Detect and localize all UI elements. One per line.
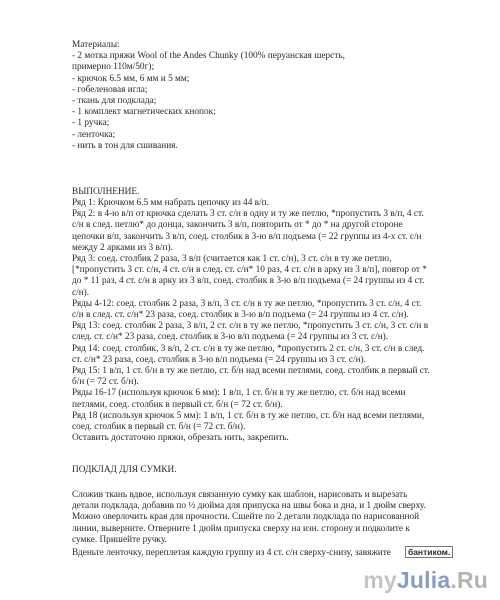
lining-line: сумке. Пришейте ручку. (72, 534, 167, 545)
row-line: след. ст. с/н* 23 раза, соед. столбик в 3-ю в/п подъема (= 24 группы из 3 ст. с/н). (72, 332, 389, 343)
materials-section (72, 40, 487, 152)
row-line: Ряд 3: соед. столбик 2 раза, 3 в/п (считается как 1 ст. с/н), 3 ст. с/н в ту же петлю, (72, 254, 392, 265)
materials-line: - 1 комплект магнетических кнопок; (72, 107, 216, 118)
materials-line: - ткань для подклада; (72, 96, 157, 107)
lining-last-line (72, 546, 487, 559)
row-line: [*пропустить 3 ст. с/н, 4 ст. с/н в след. ст. с/н* 10 раз, 4 ст. с/н в арку из 3 в/п], повтор от * (72, 265, 427, 276)
row-line: Ряд 1: Крючком 6.5 мм набрать цепочку из 44 в/п. (72, 198, 269, 208)
execution-section (72, 198, 487, 444)
row-line: Оставить достаточно пряжи, обрезать нить, закрепить. (72, 433, 289, 444)
row-line: б/н (= 72 ст. б/н). (72, 377, 139, 388)
site-watermark (363, 567, 488, 594)
bow-word: бантиком. (405, 546, 453, 558)
materials-line: - 1 ручка; (72, 118, 110, 129)
execution-heading (72, 187, 487, 198)
execution-title: ВЫПОЛНЕНИЕ. (72, 187, 140, 197)
row-line: Ряд 2: в 4-ю в/п от крючка сделать 3 ст. с/н в одну и ту же петлю, *пропустить 3 в/п, 4 ст. (72, 209, 424, 220)
watermark-my: my (363, 567, 397, 593)
lining-title: ПОДКЛАД ДЛЯ СУМКИ. (72, 465, 177, 475)
lining-line: Сложив ткань вдвое, используя связанную сумку как шаблон, нарисовать и вырезать (72, 490, 408, 500)
row-line: между 2 арками из 3 в/п). (72, 242, 173, 253)
lining-last-text: Вденьте ленточку, переплетая каждую группу из 4 ст. с/н сверху-снизу, завяжите (72, 548, 391, 559)
materials-line: - крючок 6.5 мм, 6 мм и 5 мм; (72, 73, 190, 84)
row-line: петлями, соед. столбик в первый ст. б/н (= 72 ст. б/н). (72, 399, 283, 410)
row-line: Ряд 18 (используя крючок 5 мм): 1 в/п, 1 ст. б/н в ту же петлю, ст. б/н над всеми петлями, (72, 410, 425, 421)
row-line: с/н). (72, 287, 90, 298)
lining-section (72, 490, 487, 559)
watermark-dot: . (450, 567, 457, 593)
row-line: соед. столбик в первый ст. б/н (= 72 ст. б/н). (72, 422, 246, 433)
lining-line: детали подклада, добавив по ½ дюйма для припуска на швы бока и дна, и 1 дюйм сверху. (72, 501, 426, 512)
row-line: Ряд 14: соед. столбик, 3 в/п, 2 ст. с/н в ту же петлю, *пропустить 2 ст. с/н, 3 ст. с/н в след. (72, 343, 425, 354)
row-line: Ряд 15: 1 в/п, 1 ст. б/н в ту же петлю, ст. б/н над всеми петлями, соед. столбик в первый ст. (72, 366, 430, 377)
row-line: до * 11 раз, 4 ст. с/н в арку из 3 в/п, соед. столбик в 3-ю в/п подъема (= 24 группы из 4 ст. (72, 276, 425, 287)
lining-line: линии, выверните. Отверните 1 дюйм припуска сверху на изн. сторону и подколите к (72, 523, 410, 534)
materials-line: - ленточка; (72, 129, 116, 140)
watermark-ru: Ru (456, 567, 488, 593)
row-line: ст. с/н* 23 раза, соед. столбик в 3-ю в/п подъема (= 24 группы из 3 ст. с/н). (72, 354, 366, 365)
watermark-julia: Julia (396, 567, 451, 593)
row-line: Ряды 4-12: соед. столбик 2 раза, 3 в/п, 3 ст. с/н в ту же петлю, *пропустить 3 ст. с/н, 4 ст. (72, 298, 422, 309)
materials-line: Материалы: (72, 40, 120, 50)
materials-line: примерно 110м/50г); (72, 62, 155, 73)
materials-line: - нить в тон для сшивания. (72, 140, 178, 151)
row-line: с/н в след. ст. с/н* 23 раза, соед. столбик в 3-ю в/п подъема (= 24 группы из 4 ст. с/н). (72, 310, 409, 321)
lining-line: Можно оверлочить края для прочности. Сшейте по 2 детали подклада по нарисованной (72, 512, 420, 523)
row-line: цепочки в/п, закончить 3 в/п, соед. столбик в 3-ю в/п подъема (= 22 группы из 4-х ст. с/н (72, 231, 422, 242)
row-line: Ряд 13: соед. столбик 2 раза, 3 в/п, 2 ст. с/н в ту же петлю, *пропустить 3 ст. с/н, 3 ст. с/н в (72, 321, 429, 332)
materials-line: - 2 мотка пряжи Wool of the Andes Chunky (100% перуанская шерсть, (72, 51, 345, 62)
lining-heading (72, 465, 487, 476)
row-line: с/н в след. петлю* до донца, закончить 3 в/п, повторить от * до * на другой стороне (72, 220, 403, 231)
row-line: Ряды 16-17 (используя крючок 6 мм): 1 в/п, 1 ст. б/н в ту же петлю, ст. б/н над всеми (72, 388, 406, 399)
materials-line: - гобеленовая игла; (72, 84, 148, 95)
